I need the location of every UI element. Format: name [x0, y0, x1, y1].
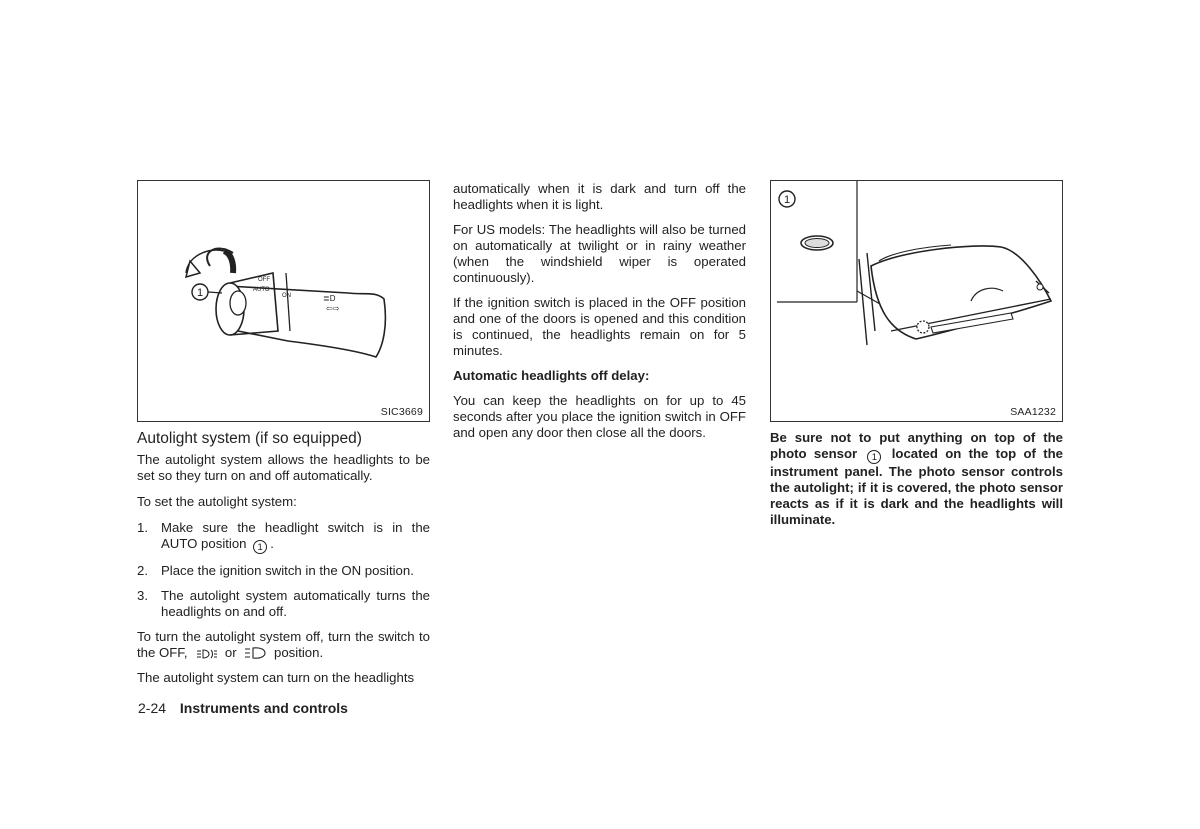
headlight-icon [244, 646, 266, 660]
step-number: 3. [137, 588, 148, 603]
left-column [137, 430, 430, 686]
photo-sensor-illustration [771, 181, 1061, 420]
callout-1-icon: 1 [253, 540, 267, 554]
step-number: 1. [137, 520, 148, 535]
middle-paragraph-4: You can keep the headlights on for up to 45 seconds after you place the ignition switch in OFF and open any door then close all the doors. [453, 393, 746, 440]
page-footer [138, 700, 348, 716]
middle-paragraph-2: For US models: The headlights will also be turned on automatically at twilight or in rainy weather (when the windshield wiper is operated continuously). [453, 222, 746, 285]
step-text: The autolight system automatically turns the headlights on and off. [161, 588, 430, 619]
turn-off-instructions [137, 629, 430, 661]
right-figure-code: SAA1232 [1010, 406, 1056, 418]
turn-on-text: The autolight system can turn on the headlights [137, 670, 415, 685]
photo-sensor-figure [770, 180, 1063, 422]
step-text-part: Make sure the headlight switch is in the AUTO position [161, 520, 430, 551]
position-text: position. [274, 645, 324, 660]
middle-paragraph-3: If the ignition switch is placed in the OFF position and one of the doors is opened and this condition is continued, the headlights remain on for 5 minutes. [453, 295, 746, 358]
step-text [161, 520, 430, 554]
or-text: or [224, 645, 237, 660]
caution-paragraph [770, 430, 1063, 528]
left-figure-callout: 1 [196, 287, 204, 299]
page-number: 2-24 [138, 700, 167, 716]
autolight-intro: The autolight system allows the headlights to be set so they turn on and off automatically. [137, 452, 430, 483]
caution-text-end: located on the top of the instrument panel. The photo sensor controls the autolight; if it is covered, the photo sensor reacts as if it is dark and the headlights will illuminate. [770, 446, 1063, 527]
caution-text-start: Be sure not to put anything on top of the photo sensor [770, 430, 1063, 461]
headlight-switch-figure [137, 180, 430, 422]
headlight-switch-illustration [138, 181, 428, 420]
turn-off-text: To turn the autolight system off, turn the switch to the OFF, [137, 629, 430, 660]
footer-section-title: Instruments and controls [179, 700, 348, 716]
section-title: Autolight system (if so equipped) [137, 430, 362, 447]
svg-text:≣D: ≣D [323, 294, 336, 303]
step-text-end: . [270, 536, 274, 551]
right-figure-callout: 1 [783, 194, 791, 206]
switch-label-auto: AUTO [253, 287, 270, 293]
delay-heading: Automatic headlights off delay: [453, 368, 650, 383]
middle-paragraph-1: automatically when it is dark and turn off the headlights when it is light. [453, 181, 746, 212]
callout-1-icon: 1 [867, 450, 881, 464]
set-heading: To set the autolight system: [137, 494, 297, 509]
switch-label-off: OFF [258, 277, 270, 283]
step-text: Place the ignition switch in the ON position. [161, 563, 414, 578]
parking-light-icon [195, 648, 217, 660]
list-item [137, 520, 430, 554]
caution-text [770, 430, 1063, 528]
list-item [137, 588, 430, 620]
switch-label-on: ON [282, 293, 291, 299]
list-item [137, 563, 430, 579]
left-figure-code: SIC3669 [380, 406, 423, 418]
svg-text:⇦⇨: ⇦⇨ [326, 304, 340, 313]
steps-list [137, 520, 430, 620]
middle-column [453, 181, 746, 441]
step-number: 2. [137, 563, 148, 578]
